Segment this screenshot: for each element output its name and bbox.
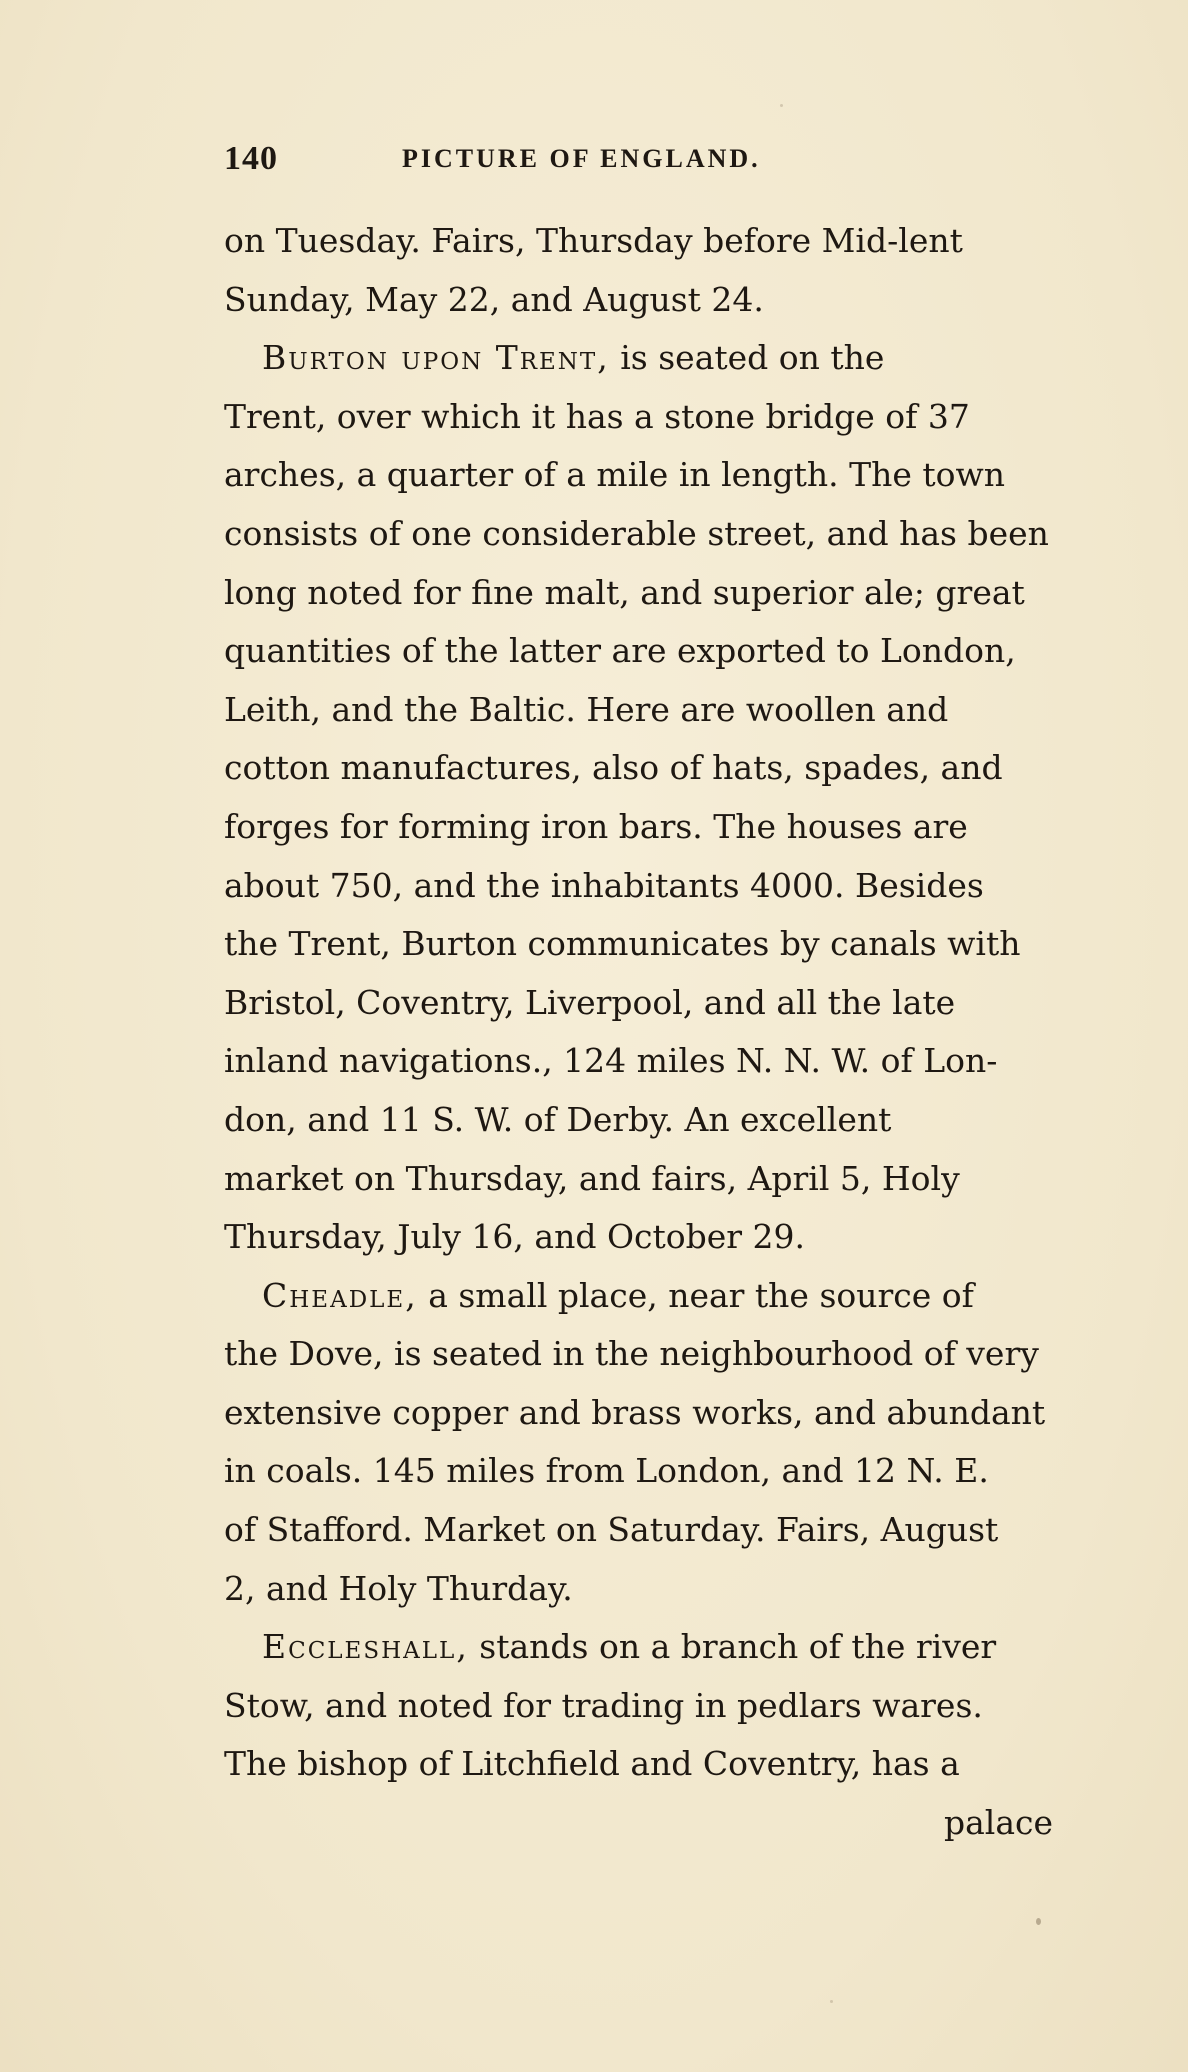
text-line-7: long noted for fine malt, and superior ale; great bbox=[224, 572, 1025, 612]
text-line-4: Trent, over which it has a stone bridge of 37 bbox=[224, 396, 970, 436]
page-header bbox=[224, 140, 904, 180]
eccleshall-entry-rest: stands on a branch of the river bbox=[468, 1627, 997, 1667]
paper-speck bbox=[1036, 1918, 1041, 1925]
text-line-18: Thursday, July 16, and October 29. bbox=[224, 1217, 806, 1257]
text-line-10: cotton manufactures, also of hats, spades, and bbox=[224, 748, 1003, 788]
text-line-2: Sunday, May 22, and August 24. bbox=[224, 279, 764, 319]
text-line-26: Stow, and noted for trading in pedlars wares. bbox=[224, 1685, 983, 1725]
text-line-17: market on Thursday, and fairs, April 5, Holy bbox=[224, 1158, 960, 1198]
running-head: PICTURE OF ENGLAND. bbox=[402, 144, 761, 173]
text-line-13: the Trent, Burton communicates by canals with bbox=[224, 924, 1021, 964]
text-line-11: forges for forming iron bars. The houses are bbox=[224, 806, 968, 846]
body-text bbox=[224, 212, 1084, 1853]
text-line-15: inland navigations., 124 miles N. N. W. of Lon- bbox=[224, 1041, 998, 1081]
place-name-eccleshall: Eccleshall, bbox=[262, 1627, 469, 1667]
text-line-16: don, and 11 S. W. of Derby. An excellent bbox=[224, 1099, 892, 1139]
text-line-20: the Dove, is seated in the neighbourhood of very bbox=[224, 1334, 1039, 1374]
place-name-cheadle: Cheadle, bbox=[262, 1275, 418, 1315]
cheadle-entry-rest: a small place, near the source of bbox=[417, 1275, 974, 1315]
text-line-22: in coals. 145 miles from London, and 12 N. E. bbox=[224, 1451, 989, 1491]
text-line-25-eccleshall-entry bbox=[224, 1618, 1084, 1677]
text-line-5: arches, a quarter of a mile in length. The town bbox=[224, 455, 1005, 495]
text-line-1: on Tuesday. Fairs, Thursday before Mid-lent bbox=[224, 221, 963, 260]
text-line-23: of Stafford. Market on Saturday. Fairs, August bbox=[224, 1510, 999, 1550]
text-line-21: extensive copper and brass works, and abundant bbox=[224, 1392, 1046, 1432]
burton-entry-rest: is seated on the bbox=[609, 338, 885, 378]
catchword: palace bbox=[944, 1803, 1054, 1843]
text-line-8: quantities of the latter are exported to London, bbox=[224, 631, 1016, 671]
paper-speck bbox=[830, 2000, 833, 2003]
text-line-14: Bristol, Coventry, Liverpool, and all the late bbox=[224, 982, 956, 1022]
text-line-6: consists of one considerable street, and has been bbox=[224, 513, 1049, 553]
text-line-24: 2, and Holy Thurday. bbox=[224, 1568, 573, 1608]
text-line-3-burton-entry bbox=[224, 329, 1084, 388]
place-name-burton: Burton upon Trent, bbox=[262, 338, 610, 378]
text-line-27: The bishop of Litchfield and Coventry, has a bbox=[224, 1744, 960, 1784]
text-line-12: about 750, and the inhabitants 4000. Besides bbox=[224, 865, 984, 905]
page-number: 140 bbox=[224, 140, 278, 177]
text-line-9: Leith, and the Baltic. Here are woollen and bbox=[224, 689, 949, 729]
paper-speck bbox=[780, 104, 783, 107]
text-line-19-cheadle-entry bbox=[224, 1267, 1084, 1326]
